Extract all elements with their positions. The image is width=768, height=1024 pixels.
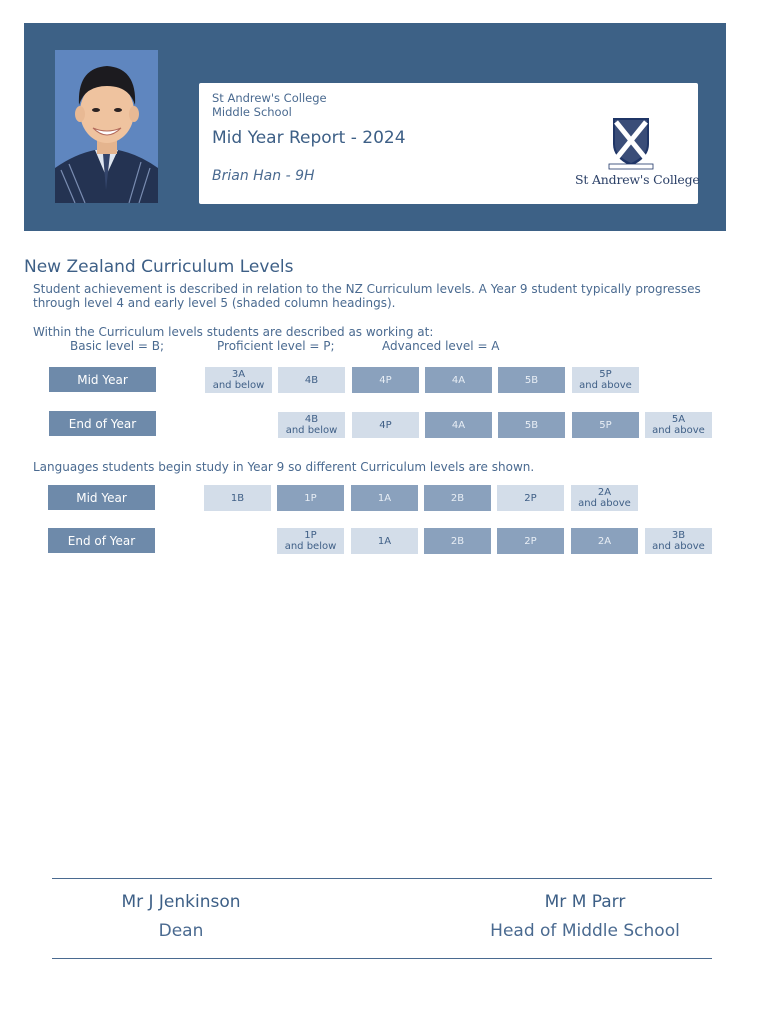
nzc-mid-cell-3: 4P <box>352 367 419 393</box>
basic-level-key: Basic level = B; <box>70 339 165 353</box>
section-title: New Zealand Curriculum Levels <box>24 257 294 277</box>
lang-end-cell-6: 3B and above <box>645 528 712 554</box>
school-division: Middle School <box>212 105 292 119</box>
report-title: Mid Year Report - 2024 <box>212 128 406 148</box>
nzc-mid-cell-6: 5P and above <box>572 367 639 393</box>
nzc-mid-cell-5: 5B <box>498 367 565 393</box>
report-title-card <box>199 83 698 204</box>
lang-mid-cell-5: 2P <box>497 485 564 511</box>
nzc-mid-cell-2: 4B <box>278 367 345 393</box>
nzc-mid-cell-4: 4A <box>425 367 492 393</box>
dean-role: Dean <box>158 921 204 941</box>
nzc-end-cell-4: 5B <box>498 412 565 438</box>
head-name: Mr M Parr <box>544 892 626 912</box>
logo-wordmark: St Andrew's College <box>575 172 700 187</box>
nzc-mid-year-label: Mid Year <box>49 367 156 392</box>
lang-mid-cell-2: 1P <box>277 485 344 511</box>
nzc-end-of-year-label: End of Year <box>49 411 156 436</box>
nzc-end-cell-3: 4A <box>425 412 492 438</box>
lang-mid-cell-3: 1A <box>351 485 418 511</box>
lang-mid-cell-1: 1B <box>204 485 271 511</box>
lang-end-cell-4: 2P <box>497 528 564 554</box>
school-logo <box>575 114 700 190</box>
signature-bottom-rule <box>52 958 712 959</box>
student-photo <box>55 50 158 203</box>
lang-end-cell-1: 1P and below <box>277 528 344 554</box>
lang-mid-cell-4: 2B <box>424 485 491 511</box>
proficient-level-key: Proficient level = P; <box>217 339 335 353</box>
nzc-end-cell-1: 4B and below <box>278 412 345 438</box>
nzc-end-cell-2: 4P <box>352 412 419 438</box>
lang-end-cell-2: 1A <box>351 528 418 554</box>
lang-end-cell-5: 2A <box>571 528 638 554</box>
nzc-end-cell-5: 5P <box>572 412 639 438</box>
student-name: Brian Han - 9H <box>212 168 315 184</box>
lang-mid-cell-6: 2A and above <box>571 485 638 511</box>
level-explanation: Within the Curriculum levels students are described as working at: <box>33 325 434 339</box>
section-description: Student achievement is described in relation to the NZ Curriculum levels. A Year 9 student typically progresses through level 4 and early level 5 (shaded column headings). <box>33 282 701 310</box>
lang-mid-year-label: Mid Year <box>48 485 155 510</box>
lang-end-of-year-label: End of Year <box>48 528 155 553</box>
languages-note: Languages students begin study in Year 9 so different Curriculum levels are shown. <box>33 460 535 474</box>
lang-end-cell-3: 2B <box>424 528 491 554</box>
school-name: St Andrew's College <box>212 91 327 105</box>
dean-name: Mr J Jenkinson <box>121 892 241 912</box>
nzc-mid-cell-1: 3A and below <box>205 367 272 393</box>
signature-top-rule <box>52 878 712 879</box>
advanced-level-key: Advanced level = A <box>382 339 500 353</box>
head-role: Head of Middle School <box>490 921 680 941</box>
nzc-end-cell-6: 5A and above <box>645 412 712 438</box>
